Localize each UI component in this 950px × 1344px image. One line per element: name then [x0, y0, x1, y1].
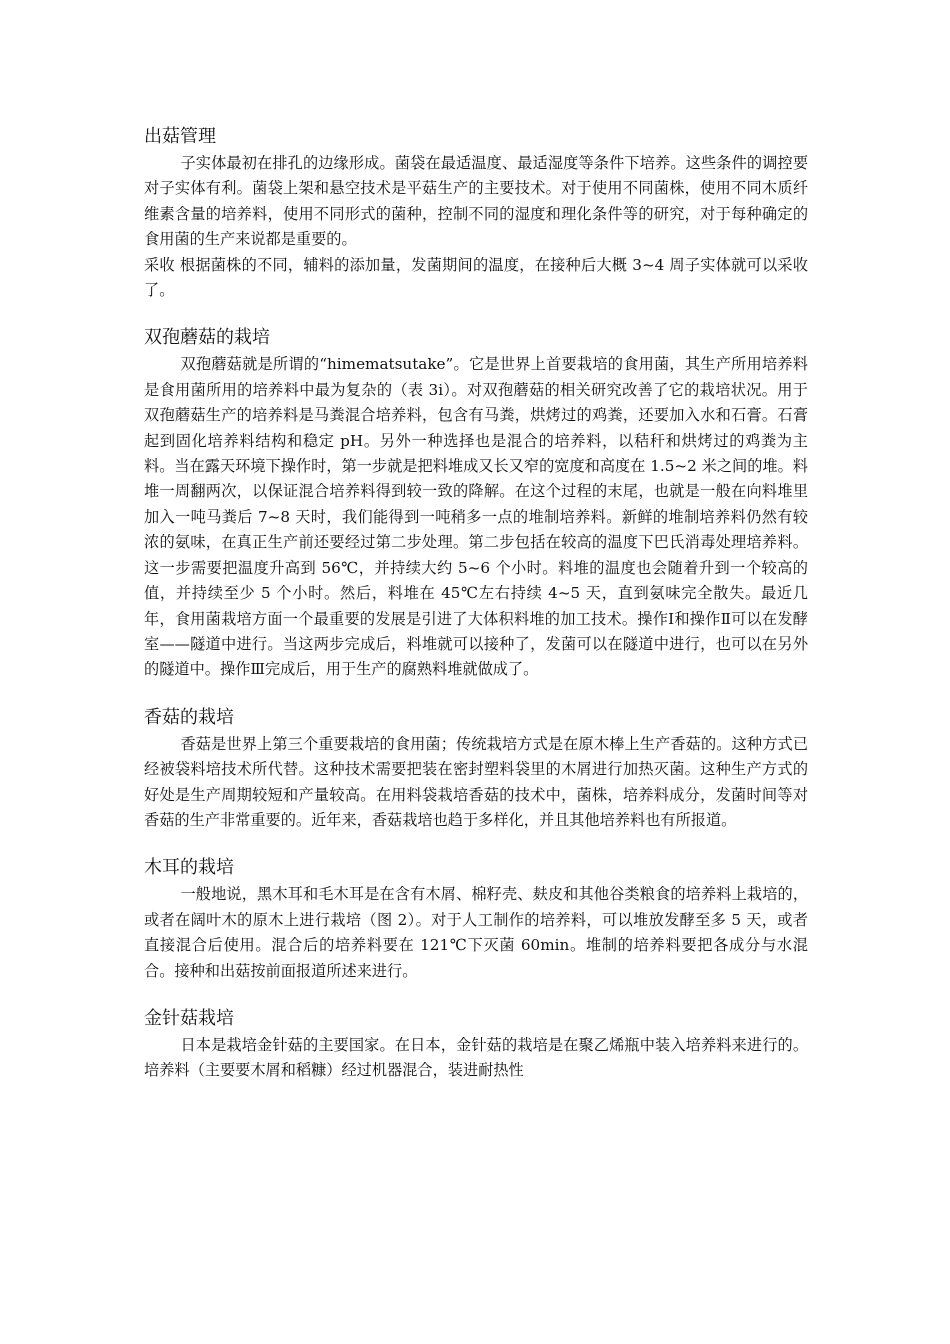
paragraph: 子实体最初在排孔的边缘形成。菌袋在最适温度、最适湿度等条件下培养。这些条件的调控要对子实体有利。菌袋上架和悬空技术是平菇生产的主要技术。对于使用不同菌株，使用不同木质纤维素含量的培养料，使用不同形式的菌种，控制不同的湿度和理化条件等的研究，对于每种确定的食用菌的生产来说都是重要的。	[144, 154, 808, 249]
paragraph: 日本是栽培金针菇的主要国家。在日本，金针菇的栽培是在聚乙烯瓶中装入培养料来进行的。培养料（主要要木屑和稻糠）经过机器混合，装进耐热性	[144, 1035, 808, 1080]
section-heading: 出菇管理	[144, 126, 216, 147]
section-enoki-cultivation	[144, 1006, 808, 1084]
section-heading: 双孢蘑菇的栽培	[144, 327, 270, 349]
paragraph: 香菇是世界上第三个重要栽培的食用菌；传统栽培方式是在原木棒上生产香菇的。这种方式已经被袋料培技术所代替。这种技术需要把装在密封塑料袋里的木屑进行加热灭菌。这种生产方式的好处是生产周期较短和产量较高。在用料袋栽培香菇的技术中，菌株，培养料成分，发菌时间等对香菇的生产非常重要的。近年来，香菇栽培也趋于多样化，并且其他培养料也有所报道。	[144, 734, 808, 829]
section-heading: 木耳的栽培	[144, 857, 234, 879]
paragraph: 采收 根据菌株的不同，辅料的添加量，发菌期间的温度，在接种后大概 3~4 周子实体就可以采收了。	[144, 255, 808, 300]
section-wood-ear-cultivation	[144, 855, 808, 984]
paragraph: 一般地说，黑木耳和毛木耳是在含有木屑、棉籽壳、麸皮和其他谷类粮食的培养料上栽培的，或者在阔叶木的原木上进行栽培（图 2）。对于人工制作的培养料，可以堆放发酵至多 5 天，或者直接混合后使用。混合后的培养料要在 121℃下灭菌 60min。堆制的培养料要把各成分与水混合。接种和出菇按前面报道所述来进行。	[144, 885, 808, 980]
section-agaricus-cultivation	[144, 325, 808, 682]
section-heading: 金针菇栽培	[144, 1007, 234, 1029]
section-heading: 香菇的栽培	[144, 706, 234, 728]
section-fruiting-management	[144, 124, 808, 303]
document-body	[144, 124, 808, 1106]
paragraph: 双孢蘑菇就是所谓的“himematsutake”。它是世界上首要栽培的食用菌，其生产所用培养料是食用菌所用的培养料中最为复杂的（表 3i）。对双孢蘑菇的相关研究改善了它的栽培状况。用于双孢蘑菇生产的培养料是马粪混合培养料，包含有马粪，烘烤过的鸡粪，还要加入水和石膏。石膏起到固化培养料结构和稳定 pH。另外一种选择也是混合的培养料，以秸秆和烘烤过的鸡粪为主料。当在露天环境下操作时，第一步就是把料堆成又长又窄的宽度和高度在 1.5~2 米之间的堆。料堆一周翻两次，以保证混合培养料得到较一致的降解。在这个过程的末尾，也就是一般在向料堆里加入一吨马粪后 7~8 天时，我们能得到一吨稍多一点的堆制培养料。新鲜的堆制培养料仍然有较浓的氨味，在真正生产前还要经过第二步处理。第二步包括在较高的温度下巴氏消毒处理培养料。这一步需要把温度升高到 56℃，并持续大约 5~6 个小时。料堆的温度也会随着升到一个较高的值，并持续至少 5 个小时。然后，料堆在 45℃左右持续 4~5 天，直到氨味完全散失。最近几年，食用菌栽培方面一个最重要的发展是引进了大体积料堆的加工技术。操作Ⅰ和操作Ⅱ可以在发酵室——隧道中进行。当这两步完成后，料堆就可以接种了，发菌可以在隧道中进行，也可以在另外的隧道中。操作Ⅲ完成后，用于生产的腐熟料堆就做成了。	[144, 355, 808, 679]
section-shiitake-cultivation	[144, 705, 808, 834]
